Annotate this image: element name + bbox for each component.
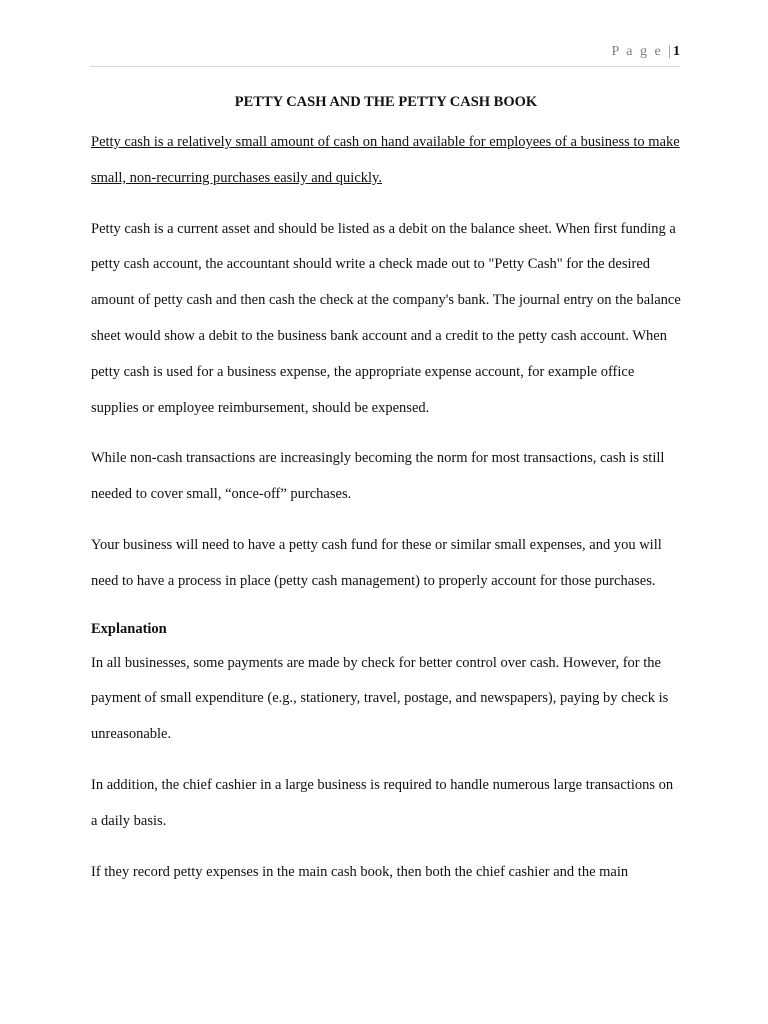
- header-divider: [90, 66, 680, 67]
- paragraph-check-payments: In all businesses, some payments are made by check for better control over cash. However, for the payment of small expenditure (e.g., stationery, travel, postage, and newspapers), paying by check is unreasonable.: [91, 654, 669, 743]
- paragraph-petty-cash-fund: Your business will need to have a petty cash fund for these or similar small expenses, and you will need to have a process in place (petty cash management) to properly account for those purchases.: [91, 536, 662, 589]
- paragraph-non-cash: While non-cash transactions are increasingly becoming the norm for most transactions, cash is still needed to cover small, “once-off” purchases.: [91, 450, 665, 503]
- paragraph-chief-cashier: In addition, the chief cashier in a large business is required to handle numerous large transactions on a daily basis.: [91, 776, 674, 829]
- paragraph-balance-sheet: Petty cash is a current asset and should be listed as a debit on the balance sheet. When first funding a petty cash account, the accountant should write a check made out to "Petty Cash" for the desired amount of petty cash and then cash the check at the company's bank. The journal entry on the balance sheet would show a debit to the business bank account and a credit to the petty cash account. When petty cash is used for a business expense, the appropriate expense account, for example office supplies or employee reimbursement, should be expensed.: [91, 220, 681, 416]
- page-number: 1: [673, 44, 680, 59]
- paragraph-main-cash-book: If they record petty expenses in the main cash book, then both the chief cashier and the main: [91, 863, 629, 880]
- intro-paragraph: Petty cash is a relatively small amount of cash on hand available for employees of a business to make small, non-recurring purchases easily and quickly.: [91, 134, 680, 186]
- section-heading: Explanation: [91, 620, 167, 637]
- document-title: PETTY CASH AND THE PETTY CASH BOOK: [234, 94, 538, 110]
- page-header: [90, 44, 680, 64]
- page-label: P a g e |: [611, 44, 673, 59]
- document-body: [91, 90, 681, 890]
